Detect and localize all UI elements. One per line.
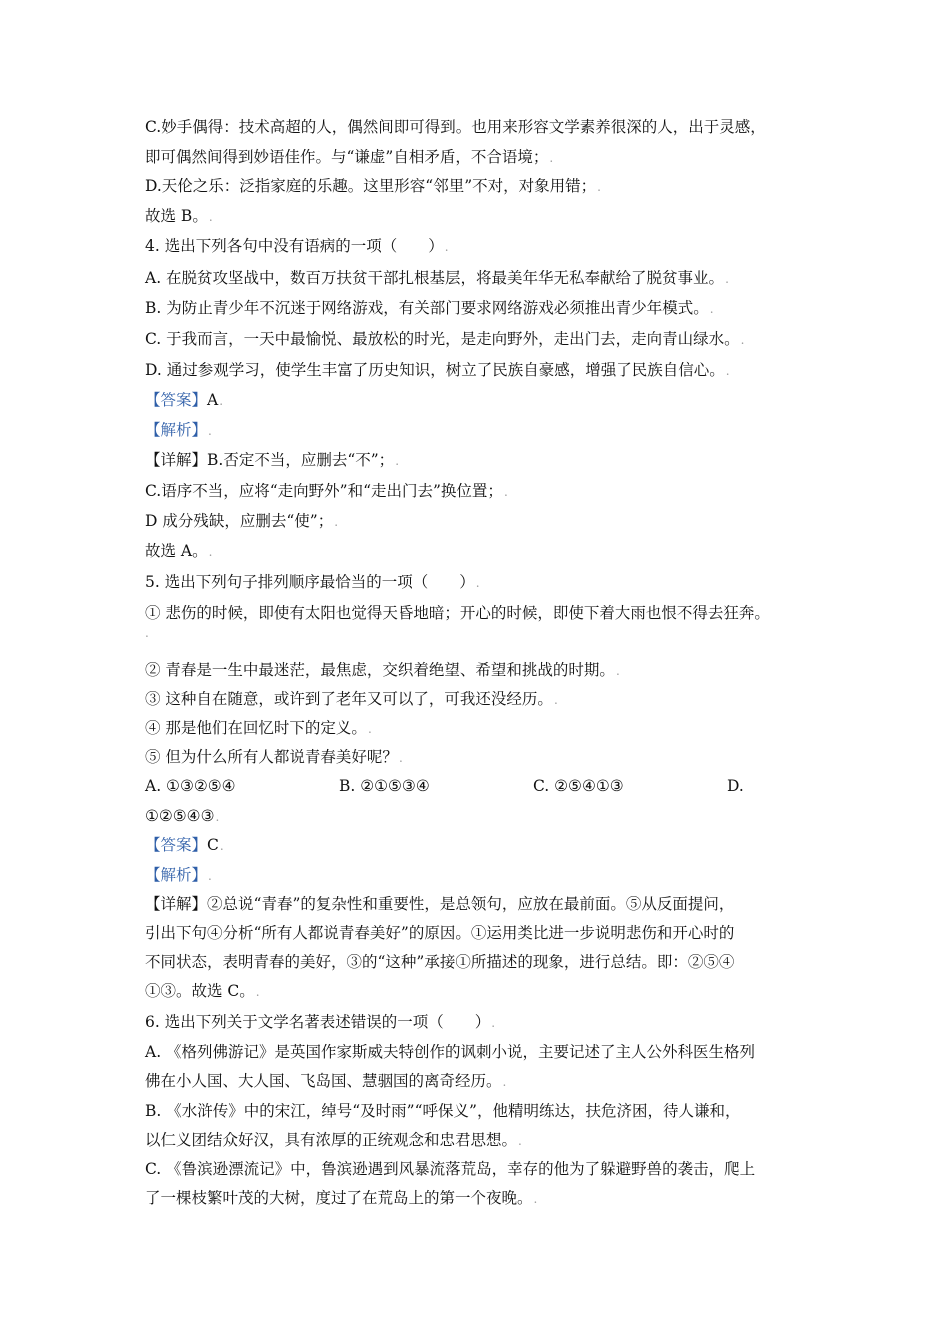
- line-text: D.天伦之乐：泛指家庭的乐趣。这里形容“邻里”不对，对象用错；: [145, 177, 597, 195]
- q5-option-a: A. ①③②⑤④: [145, 777, 236, 795]
- q5-sentence-3: ③ 这种自在随意，或许到了老年又可以了，可我还没经历。.: [145, 690, 558, 708]
- q4-detail-c: C.语序不当，应将“走向野外”和“走出门去”换位置；.: [145, 482, 508, 500]
- detail-label: 【详解】: [145, 895, 208, 913]
- q6-option-b: [145, 1101, 740, 1121]
- answer-label: 【答案】: [145, 391, 208, 409]
- q6-option-c-cont: 了一棵枝繁叶茂的大树，度过了在荒岛上的第一个夜晚。.: [145, 1189, 538, 1207]
- text-line: D.天伦之乐：泛指家庭的乐趣。这里形容“邻里”不对，对象用错；.: [145, 177, 601, 195]
- q5-option-b: B. ②①⑤③④: [339, 777, 430, 795]
- line-text: C.妙手偶得：技术高超的人，偶然间即可得到。也用来形容文学素养很深的人，出于灵感，: [145, 118, 766, 136]
- q5-detail-line: [145, 923, 734, 943]
- q5-sentence-5: ⑤ 但为什么所有人都说青春美好呢？.: [145, 748, 403, 766]
- q5-option-d: D.: [727, 777, 744, 795]
- option-text: C. 于我而言，一天中最愉悦、最放松的时光，是走向野外，走出门去，走向青山绿水。: [145, 330, 740, 348]
- option-text: 以仁义团结众好汉，具有浓厚的正统观念和忠君思想。: [145, 1131, 518, 1149]
- q4-detail: 【详解】B.否定不当，应删去“不”；.: [145, 451, 400, 469]
- conclusion-text: 故选 A。: [145, 542, 208, 560]
- question-6-text: 6. 选出下列关于文学名著表述错误的一项（ ）: [145, 1013, 491, 1031]
- sentence-text: ① 悲伤的时候，即使有太阳也觉得天昏地暗；开心的时候，即使下着大雨也恨不得去狂奔。: [145, 604, 770, 622]
- sentence-text: ③ 这种自在随意，或许到了老年又可以了，可我还没经历。: [145, 690, 553, 708]
- question-4-text: 4. 选出下列各句中没有语病的一项（ ）: [145, 237, 444, 255]
- line-text: 即可偶然间得到妙语佳作。与“谦虚”自相矛盾，不合语境；: [145, 148, 549, 166]
- analysis-label: 【解析】: [145, 421, 208, 439]
- paragraph-mark: .: [145, 626, 149, 640]
- option-text: B. 《水浒传》中的宋江，绰号“及时雨”“呼保义”，他精明练达，扶危济困，待人谦和，: [145, 1102, 741, 1120]
- analysis-label: 【解析】: [145, 866, 208, 884]
- detail-text: C.语序不当，应将“走向野外”和“走出门去”换位置；: [145, 482, 503, 500]
- q5-detail-line: ①③。故选 C。.: [145, 982, 260, 1000]
- option-text: 了一棵枝繁叶茂的大树，度过了在荒岛上的第一个夜晚。: [145, 1189, 533, 1207]
- q5-analysis: 【解析】.: [145, 866, 212, 884]
- question-6: 6. 选出下列关于文学名著表述错误的一项（ ）.: [145, 1013, 496, 1031]
- line-text: 故选 B。: [145, 207, 208, 225]
- sentence-text: ② 青春是一生中最迷茫，最焦虑，交织着绝望、希望和挑战的时期。: [145, 661, 615, 679]
- q6-option-c: [145, 1159, 755, 1179]
- option-text: A. 在脱贫攻坚战中，数百万扶贫干部扎根基层，将最美年华无私奉献给了脱贫事业。: [145, 269, 725, 287]
- answer-value: A: [207, 391, 219, 409]
- q5-option-d-continued: ①②⑤④③.: [145, 807, 220, 825]
- q5-detail-line: [145, 952, 734, 972]
- text-line: 即可偶然间得到妙语佳作。与“谦虚”自相矛盾，不合语境；.: [145, 148, 554, 166]
- detail-text: ②总说“青春”的复杂性和重要性，是总领句，应放在最前面。⑤从反面提问，: [207, 895, 735, 913]
- q5-option-c: C. ②⑤④①③: [533, 777, 624, 795]
- q5-options: [145, 776, 805, 796]
- detail-text: ①③。故选 C。: [145, 982, 255, 1000]
- q5-answer: 【答案】C.: [145, 836, 224, 854]
- detail-text: D 成分残缺，应删去“使”；: [145, 512, 334, 530]
- detail-text: 不同状态，表明青春的美好，③的“这种”承接①所描述的现象，进行总结。即：②⑤④: [145, 953, 735, 971]
- q4-option-d: D. 通过参观学习，使学生丰富了历史知识，树立了民族自豪感，增强了民族自信心。.: [145, 361, 730, 379]
- answer-label: 【答案】: [145, 836, 208, 854]
- q5-sentence-2: ② 青春是一生中最迷茫，最焦虑，交织着绝望、希望和挑战的时期。.: [145, 661, 620, 679]
- q5-sentence-4: ④ 那是他们在回忆时下的定义。.: [145, 719, 372, 737]
- q6-option-a: [145, 1042, 755, 1062]
- text-line: 故选 B。.: [145, 207, 213, 225]
- question-4: 4. 选出下列各句中没有语病的一项（ ）.: [145, 237, 449, 255]
- question-5-text: 5. 选出下列句子排列顺序最恰当的一项（ ）: [145, 573, 475, 591]
- q4-detail-d: D 成分残缺，应删去“使”；.: [145, 512, 339, 530]
- option-text: 佛在小人国、大人国、飞岛国、慧骃国的离奇经历。: [145, 1072, 502, 1090]
- q6-option-a-cont: 佛在小人国、大人国、飞岛国、慧骃国的离奇经历。.: [145, 1072, 507, 1090]
- q5-detail: [145, 894, 734, 914]
- q4-answer: 【答案】A.: [145, 391, 224, 409]
- option-text: B. 为防止青少年不沉迷于网络游戏，有关部门要求网络游戏必须推出青少年模式。: [145, 299, 709, 317]
- answer-value: C: [207, 836, 219, 854]
- sentence-text: ⑤ 但为什么所有人都说青春美好呢？: [145, 748, 398, 766]
- option-text: A. 《格列佛游记》是英国作家斯威夫特创作的讽刺小说，主要记述了主人公外科医生格列: [145, 1043, 756, 1061]
- q4-option-b: B. 为防止青少年不沉迷于网络游戏，有关部门要求网络游戏必须推出青少年模式。.: [145, 299, 714, 317]
- q4-conclusion: 故选 A。.: [145, 542, 213, 560]
- detail-text: 引出下句④分析“所有人都说青春美好”的原因。①运用类比进一步说明悲伤和开心时的: [145, 924, 735, 942]
- text-line: [145, 117, 766, 137]
- q6-option-b-cont: 以仁义团结众好汉，具有浓厚的正统观念和忠君思想。.: [145, 1131, 522, 1149]
- q5-sentence-1: [145, 603, 770, 623]
- q4-analysis: 【解析】.: [145, 421, 212, 439]
- option-text: ①②⑤④③: [145, 807, 215, 825]
- option-text: D. 通过参观学习，使学生丰富了历史知识，树立了民族自豪感，增强了民族自信心。: [145, 361, 725, 379]
- q4-option-c: C. 于我而言，一天中最愉悦、最放松的时光，是走向野外，走出门去，走向青山绿水。.: [145, 330, 745, 348]
- q4-option-a: A. 在脱贫攻坚战中，数百万扶贫干部扎根基层，将最美年华无私奉献给了脱贫事业。.: [145, 269, 729, 287]
- sentence-text: ④ 那是他们在回忆时下的定义。: [145, 719, 367, 737]
- detail-text: B.否定不当，应删去“不”；: [207, 451, 395, 469]
- detail-label: 【详解】: [145, 451, 208, 469]
- option-text: C. 《鲁滨逊漂流记》中，鲁滨逊遇到风暴流落荒岛，幸存的他为了躲避野兽的袭击，爬上: [145, 1160, 756, 1178]
- question-5: 5. 选出下列句子排列顺序最恰当的一项（ ）.: [145, 573, 480, 591]
